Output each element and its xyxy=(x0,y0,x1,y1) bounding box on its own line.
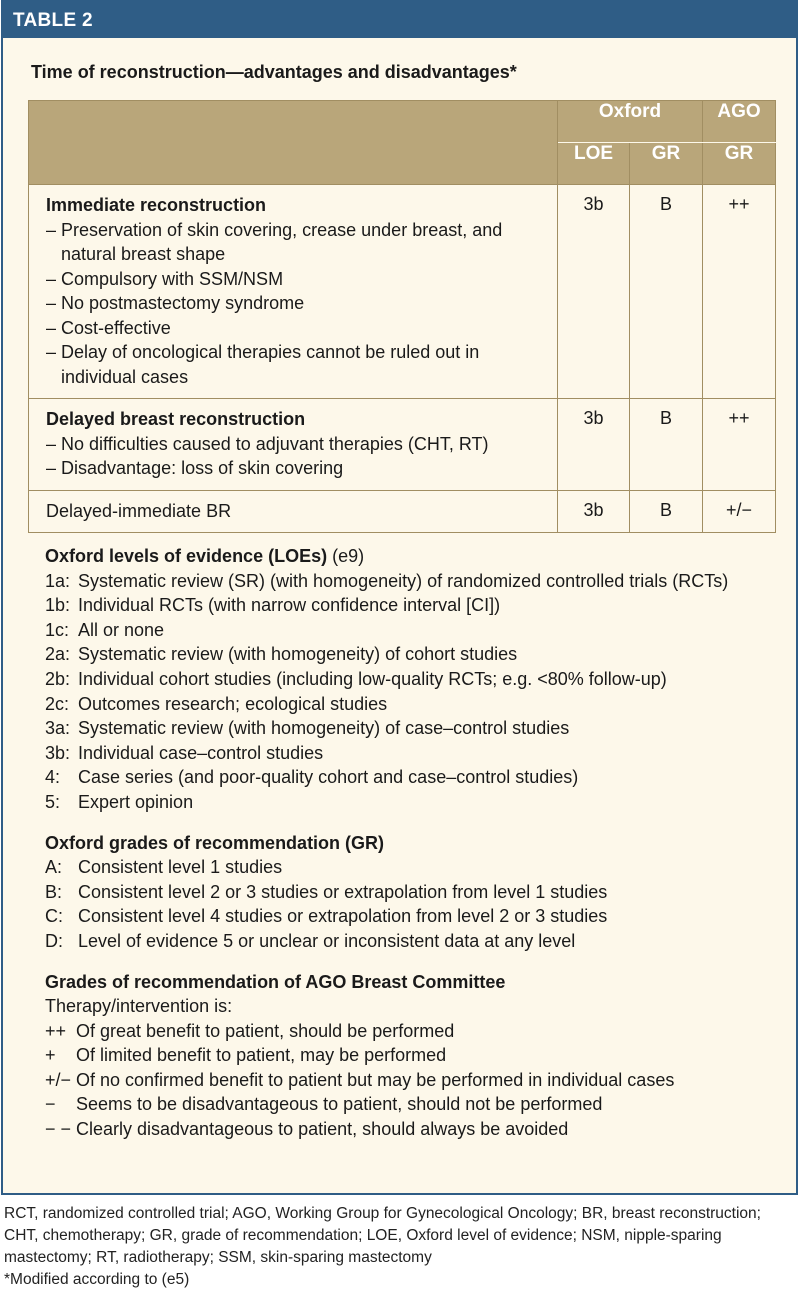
loe-value: 3b xyxy=(558,185,630,399)
legend-ago xyxy=(45,970,785,1142)
table-subtitle: Time of reconstruction—advantages and disadvantages* xyxy=(31,62,517,82)
legend-ago-intro: Therapy/intervention is: xyxy=(45,996,233,1017)
legend-gr-title: Oxford grades of recommendation (GR) xyxy=(45,832,385,853)
loe-value: 3b xyxy=(558,399,630,491)
table-row xyxy=(29,185,776,399)
row-title: Delayed breast reconstruction xyxy=(46,409,306,429)
list-item: A: Consistent level 1 studies xyxy=(45,857,283,878)
row-description: Immediate reconstruction – Preservation of skin covering, crease under breast, and natural breast shape – Compulsory with SSM/NSM – No postmastectomy syndrome – Cost-effective – Delay of oncological therapies cannot be ruled out in individual cases xyxy=(29,185,558,399)
list-item: B: Consistent level 2 or 3 studies or extrapolation from level 1 studies xyxy=(45,881,608,902)
list-item: +/− Of no confirmed benefit to patient but may be performed in individual cases xyxy=(45,1069,675,1090)
legend xyxy=(45,544,785,1158)
list-item: 2a: Systematic review (with homogeneity) of cohort studies xyxy=(45,644,518,665)
ago-value: +/− xyxy=(703,491,776,533)
gr-value: B xyxy=(630,399,703,491)
list-item: 4: Case series (and poor-quality cohort and case–control studies) xyxy=(45,767,579,788)
list-item: ++ Of great benefit to patient, should be performed xyxy=(45,1020,455,1041)
legend-loe-ref: (e9) xyxy=(327,546,365,566)
footnote-abbreviations: RCT, randomized controlled trial; AGO, Working Group for Gynecological Oncology; BR, breast reconstruction; CHT, chemotherapy; GR, grade of recommendation; LOE, Oxford level of evidence; NSM, nipple-sparing mastectomy; RT, radiotherapy; SSM, skin-sparing mastectomy xyxy=(4,1205,761,1266)
list-item: 1a: Systematic review (SR) (with homogeneity) of randomized controlled trials (RCTs) xyxy=(45,570,729,591)
legend-ago-title: Grades of recommendation of AGO Breast Committee xyxy=(45,971,506,992)
list-item: 1b: Individual RCTs (with narrow confidence interval [CI]) xyxy=(45,595,501,616)
header-gr: GR xyxy=(630,143,703,185)
list-item: 2c: Outcomes research; ecological studies xyxy=(45,693,388,714)
row-description: Delayed-immediate BR xyxy=(29,491,558,533)
table-row xyxy=(29,399,776,491)
list-item: 1c: All or none xyxy=(45,619,165,640)
gr-value: B xyxy=(630,185,703,399)
loe-value: 3b xyxy=(558,491,630,533)
list-item: + Of limited benefit to patient, may be performed xyxy=(45,1045,447,1066)
list-item: − − Clearly disadvantageous to patient, should always be avoided xyxy=(45,1119,569,1140)
ago-value: ++ xyxy=(703,399,776,491)
header-ago: AGO xyxy=(703,101,776,143)
row-description: Delayed breast reconstruction – No difficulties caused to adjuvant therapies (CHT, RT) – Disadvantage: loss of skin covering xyxy=(29,399,558,491)
list-item: 5: Expert opinion xyxy=(45,791,194,812)
list-item: D: Level of evidence 5 or unclear or inconsistent data at any level xyxy=(45,930,576,951)
header-loe: LOE xyxy=(558,143,630,185)
header-row-1 xyxy=(29,101,776,143)
legend-loe-title: Oxford levels of evidence (LOEs) xyxy=(45,546,328,566)
list-item: − Seems to be disadvantageous to patient, should not be performed xyxy=(45,1094,603,1115)
legend-loe xyxy=(45,544,785,815)
header-oxford: Oxford xyxy=(558,101,703,143)
table-label: TABLE 2 xyxy=(3,2,796,38)
table-frame xyxy=(1,0,798,1195)
footnote-modified: *Modified according to (e5) xyxy=(4,1271,190,1288)
legend-gr xyxy=(45,831,785,954)
list-item: 3b: Individual case–control studies xyxy=(45,742,324,763)
reconstruction-table xyxy=(28,100,776,533)
header-ago-gr: GR xyxy=(703,143,776,185)
ago-value: ++ xyxy=(703,185,776,399)
list-item: C: Consistent level 4 studies or extrapolation from level 2 or 3 studies xyxy=(45,906,608,927)
table-row xyxy=(29,491,776,533)
row-title: Immediate reconstruction xyxy=(46,195,267,215)
list-item: 3a: Systematic review (with homogeneity) of case–control studies xyxy=(45,718,570,739)
footnote xyxy=(4,1203,796,1291)
gr-value: B xyxy=(630,491,703,533)
list-item: 2b: Individual cohort studies (including low-quality RCTs; e.g. <80% follow-up) xyxy=(45,668,667,689)
